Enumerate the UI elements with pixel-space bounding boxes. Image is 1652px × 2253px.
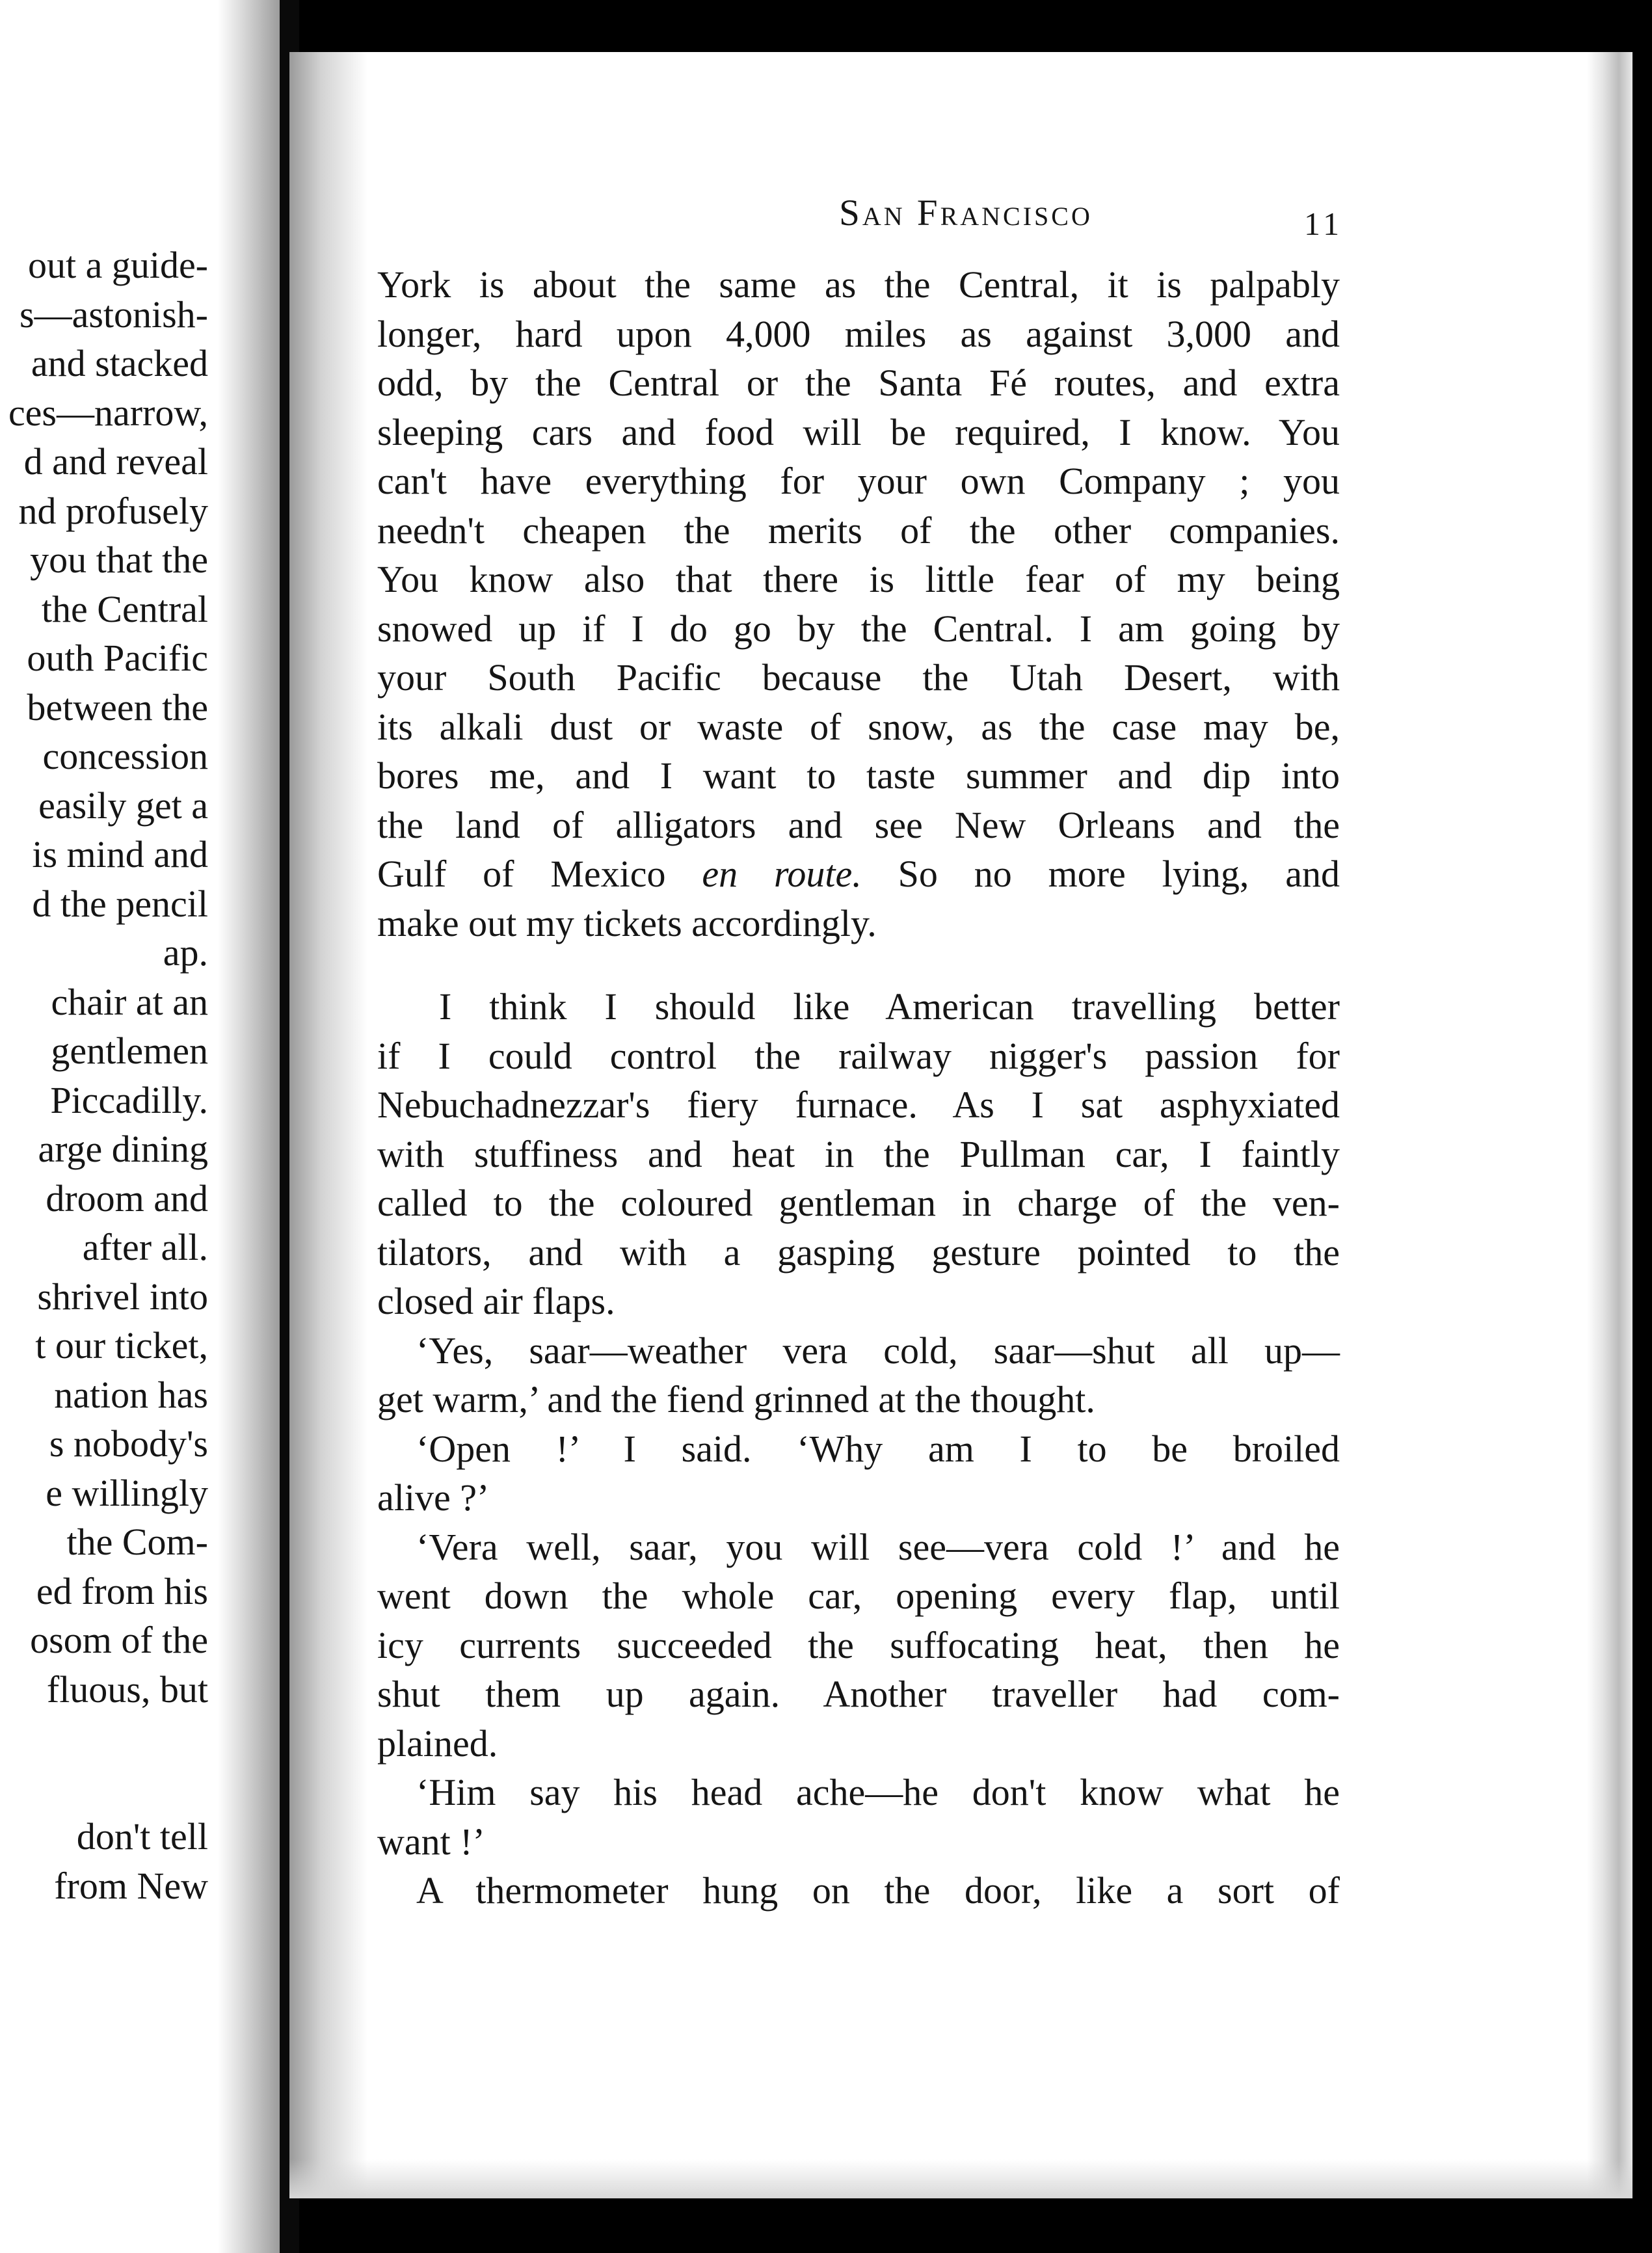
text-line: e willingly <box>46 1471 208 1514</box>
text-line: droom and <box>46 1177 208 1220</box>
page-curve-shadow <box>289 52 367 2198</box>
text-line: longer, hard upon 4,000 miles as against 3,000 and <box>377 312 1340 355</box>
text-line: ‘Him say his head ache—he don't know what he <box>416 1771 1340 1813</box>
text-line: gentlemen <box>51 1030 208 1072</box>
text-line: fluous, but <box>46 1668 208 1711</box>
text-line: You know also that there is little fear of my being <box>377 558 1340 600</box>
text-line: the Central <box>41 587 208 630</box>
text-line: s nobody's <box>49 1422 208 1465</box>
page-edge <box>1587 52 1632 2198</box>
text-line: ap. <box>163 931 208 974</box>
text-line: called to the coloured gentleman in charge of the ven- <box>377 1182 1340 1224</box>
text-line: ‘Open !’ I said. ‘Why am I to be broiled <box>416 1427 1340 1470</box>
page-curve-shadow <box>218 0 280 2253</box>
current-page <box>289 52 1632 2198</box>
text-line: you that the <box>30 539 208 581</box>
text-line: if I could control the railway nigger's passion for <box>377 1034 1340 1077</box>
text-line: ‘Vera well, saar, you will see—vera cold !’ and he <box>416 1525 1340 1568</box>
text-line: Piccadilly. <box>50 1078 208 1121</box>
text-line: between the <box>27 686 208 728</box>
text-line: its alkali dust or waste of snow, as the case may be, <box>377 705 1340 748</box>
italic-phrase: en route. <box>702 853 862 895</box>
text-line: get warm,’ and the fiend grinned at the thought. <box>377 1378 1095 1420</box>
text-line: d and reveal <box>23 440 208 483</box>
text-line: tilators, and with a gasping gesture pointed to the <box>377 1231 1340 1273</box>
text-line: sleeping cars and food will be required, I know. You <box>377 410 1340 453</box>
text-line: needn't cheapen the merits of the other companies. <box>377 509 1340 552</box>
text-line: A thermometer hung on the door, like a sort of <box>416 1869 1340 1912</box>
text-line: the Com- <box>66 1521 208 1563</box>
text-line: d the pencil <box>32 882 208 925</box>
paragraph <box>377 260 1340 948</box>
text-line: shrivel into <box>37 1275 208 1318</box>
text-line: closed air flaps. <box>377 1280 615 1322</box>
text-line: is mind and <box>32 833 208 875</box>
text-line: from New <box>54 1864 208 1907</box>
text-line: snowed up if I do go by the Central. I am going by <box>377 607 1340 650</box>
page-bottom-edge <box>289 2159 1632 2198</box>
text-line: York is about the same as the Central, it is palpably <box>377 263 1340 306</box>
text-line <box>0 1763 208 1813</box>
text-line: shut them up again. Another traveller had com- <box>377 1673 1340 1715</box>
text-line <box>0 1714 208 1763</box>
previous-page <box>0 0 280 2253</box>
text-line: bores me, and I want to taste summer and dip into <box>377 754 1340 797</box>
text-line: and stacked <box>31 342 208 384</box>
text-line: plained. <box>377 1722 498 1765</box>
text-line: s—astonish- <box>20 293 208 336</box>
text-line: went down the whole car, opening every flap, until <box>377 1575 1340 1617</box>
text-line: I think I should like American travelling better <box>439 985 1340 1028</box>
text-line: concession <box>42 735 208 777</box>
previous-page-text <box>0 241 208 1910</box>
text-line: ‘Yes, saar—weather vera cold, saar—shut all up— <box>416 1329 1340 1372</box>
text-line: easily get a <box>38 784 208 827</box>
text-line: ces—narrow, <box>8 391 208 434</box>
text-line: t our ticket, <box>35 1324 208 1366</box>
text-line: out a guide- <box>27 244 208 286</box>
text-line <box>377 849 1340 899</box>
text-line: the land of alligators and see New Orleans and the <box>377 803 1340 846</box>
text-line: ed from his <box>36 1569 208 1612</box>
text-line: want !’ <box>377 1820 485 1863</box>
text-line: with stuffiness and heat in the Pullman car, I faintly <box>377 1132 1340 1175</box>
text-line: arge dining <box>38 1128 208 1170</box>
text-line: don't tell <box>76 1815 208 1858</box>
text-line: your South Pacific because the Utah Desert, with <box>377 656 1340 699</box>
text-line: after all. <box>82 1226 208 1268</box>
text-line: Nebuchadnezzar's fiery furnace. As I sat asphyxiated <box>377 1084 1340 1126</box>
text-run: So no more lying, and <box>861 853 1340 895</box>
text-line: chair at an <box>51 980 208 1023</box>
paragraph <box>377 982 1340 1915</box>
text-line: nd profusely <box>18 489 208 532</box>
text-line: odd, by the Central or the Santa Fé routes, and extra <box>377 362 1340 404</box>
running-header: San Francisco <box>839 193 1093 233</box>
text-line: make out my tickets accordingly. <box>377 901 877 944</box>
page-number: 11 <box>1304 206 1344 242</box>
text-line: nation has <box>54 1373 208 1416</box>
text-line: osom of the <box>30 1619 208 1661</box>
text-run: Gulf of Mexico <box>377 853 702 895</box>
text-line: can't have everything for your own Company ; you <box>377 460 1340 502</box>
text-line: outh Pacific <box>27 637 208 679</box>
text-line: icy currents succeeded the suffocating heat, then he <box>377 1623 1340 1666</box>
text-line: alive ?’ <box>377 1476 490 1519</box>
